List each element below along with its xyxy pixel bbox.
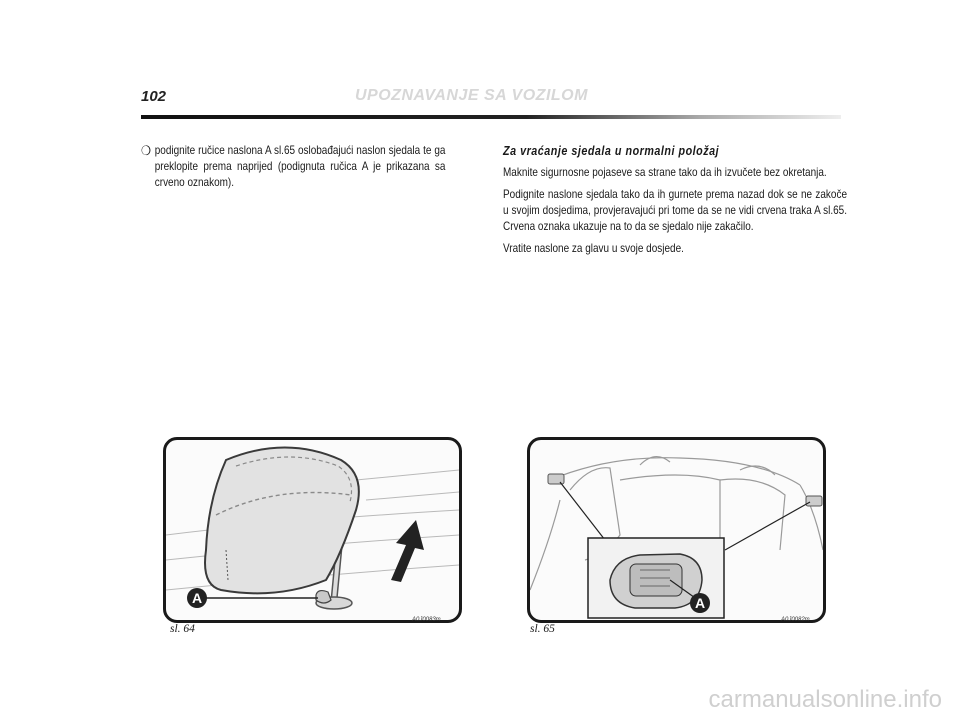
figure-64-caption: sl. 64: [170, 623, 195, 635]
paragraph-2: Podignite naslone sjedala tako da ih gurnete prema nazad dok se ne zakoče u svojim dosjedima, provjeravajući pri tome da se ne vidi crvena traka A sl.65. Crvena oznaka ukazuje na to da se sjedalo nije zakačilo.: [503, 188, 847, 233]
watermark: carmanualsonline.info: [708, 686, 942, 713]
headrest-illustration: [166, 440, 459, 620]
callout-a-label: A: [191, 590, 203, 606]
figure-65: [527, 437, 826, 623]
header-rule: [141, 115, 841, 119]
figure-64: [163, 437, 462, 623]
bullet-text: podignite ručice naslona A sl.65 oslobađajući naslon sjedala te ga preklopite prema naprijed (podignuta ručica A je prikazana sa crveno oznakom).: [154, 144, 446, 189]
figure-65-caption: sl. 65: [530, 623, 555, 635]
page-number: 102: [141, 88, 167, 105]
right-column: [503, 143, 847, 263]
paragraph-3: Vratite naslone za glavu u svoje dosjede.: [503, 242, 684, 255]
figure-64-code: A0J0083m: [412, 617, 441, 623]
callout-a-label: A: [694, 595, 706, 611]
figure-65-code: A0J0082m: [781, 617, 810, 623]
section-heading: Za vraćanje sjedala u normalni položaj: [503, 144, 720, 158]
bullet-item: [141, 143, 445, 191]
left-column: [141, 143, 445, 191]
up-arrow-icon: [391, 520, 424, 582]
bullet-icon: ❍: [141, 143, 152, 158]
rear-seat-illustration: [530, 440, 823, 620]
paragraph-1: Maknite sigurnosne pojaseve sa strane tako da ih izvučete bez okretanja.: [503, 166, 827, 179]
running-title: UPOZNAVANJE SA VOZILOM: [355, 87, 588, 104]
